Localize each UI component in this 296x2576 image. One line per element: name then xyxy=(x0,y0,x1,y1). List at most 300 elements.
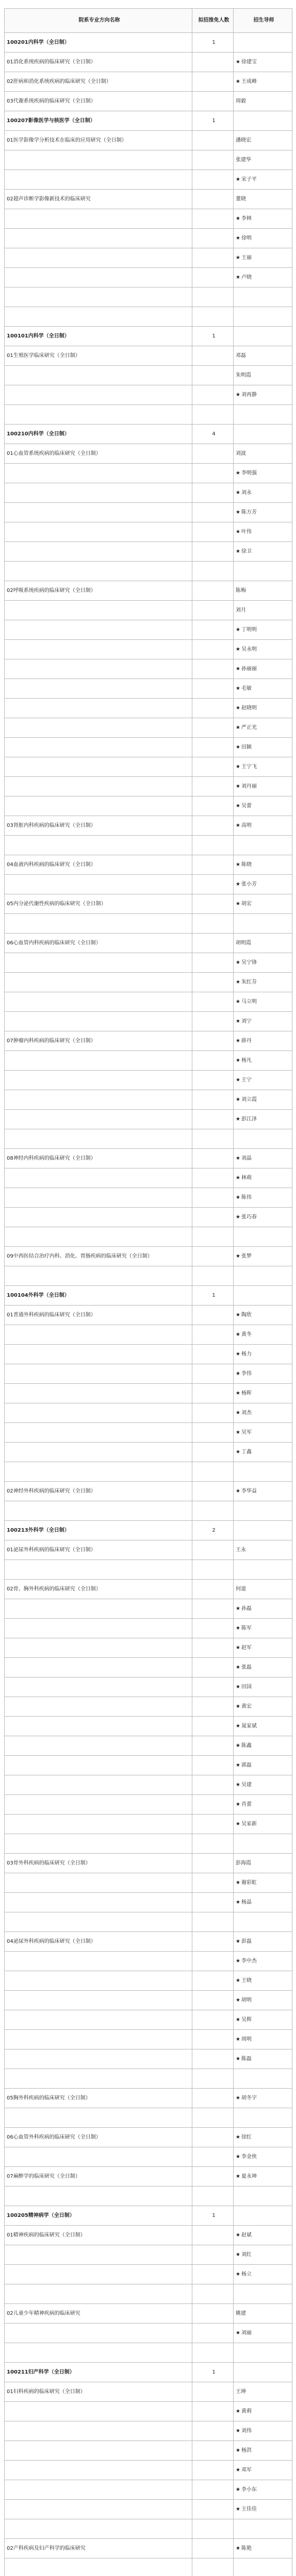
direction-row xyxy=(5,2461,292,2480)
direction-row xyxy=(5,934,292,953)
tutor-cell xyxy=(234,738,292,757)
tutor-name: 邓军 xyxy=(241,2467,252,2473)
tutor-cell xyxy=(234,1677,292,1697)
tutor-name: 陈晓 xyxy=(241,861,252,868)
quota-cell xyxy=(192,1266,234,1286)
quota-cell xyxy=(192,150,234,170)
direction-name-cell: 01医学影像学分析技术在临床的应用研究（全日制） xyxy=(5,131,192,150)
direction-row xyxy=(5,2284,292,2304)
direction-row xyxy=(5,640,292,659)
quota-cell xyxy=(192,2539,234,2558)
tutor-cell xyxy=(234,2539,292,2558)
direction-name-cell xyxy=(5,1736,192,1756)
direction-name-cell xyxy=(5,973,192,992)
tutor-cell xyxy=(234,366,292,385)
star-marker-icon: ★ xyxy=(236,489,240,496)
tutor-cell xyxy=(234,581,292,601)
tutor-name: 邓磊 xyxy=(236,352,246,359)
star-marker-icon: ★ xyxy=(236,1175,240,1181)
quota-cell xyxy=(192,307,234,327)
direction-name-cell xyxy=(5,1560,192,1580)
direction-row xyxy=(5,757,292,777)
tutor-cell xyxy=(234,2519,292,2539)
tutor-name: 王丽 xyxy=(241,255,252,261)
tutor-name: 卢晓 xyxy=(241,274,252,280)
direction-name-cell: 08神经内科疾病的临床研究（全日制） xyxy=(5,1149,192,1168)
tutor-cell xyxy=(234,1423,292,1443)
tutor-name: 刘立霞 xyxy=(241,1096,257,1103)
tutor-cell xyxy=(234,2304,292,2324)
tutor-cell xyxy=(234,1306,292,1325)
direction-name-cell: 01普通外科疾病的临床研究（全日制） xyxy=(5,1306,192,1325)
tutor-name: 朱明霞 xyxy=(236,372,251,378)
quota-cell: 1 xyxy=(192,327,234,346)
direction-row xyxy=(5,1423,292,1443)
tutor-cell xyxy=(234,796,292,816)
direction-row xyxy=(5,1306,292,1325)
direction-row xyxy=(5,444,292,464)
direction-name-cell: 100205精神病学（全日制） xyxy=(5,2206,192,2226)
direction-row xyxy=(5,2265,292,2284)
direction-row xyxy=(5,2049,292,2069)
direction-name-cell xyxy=(5,1619,192,1638)
quota-cell xyxy=(192,679,234,699)
tutor-name: 刘伟 xyxy=(241,2428,252,2434)
tutor-cell xyxy=(234,1208,292,1227)
direction-row xyxy=(5,1580,292,1599)
star-marker-icon: ★ xyxy=(236,2467,240,2473)
tutor-cell xyxy=(234,1051,292,1071)
quota-cell xyxy=(192,562,234,581)
direction-row xyxy=(5,366,292,385)
star-marker-icon: ★ xyxy=(236,1214,240,1220)
direction-name-cell: 03肾脏内科疾病的临床研究（全日制） xyxy=(5,816,192,836)
direction-name-cell: 100210内科学（全日制） xyxy=(5,425,192,444)
star-marker-icon: ★ xyxy=(236,2506,240,2512)
tutor-cell xyxy=(234,522,292,542)
quota-cell xyxy=(192,2421,234,2441)
star-marker-icon: ★ xyxy=(236,2173,240,2179)
quota-cell xyxy=(192,2167,234,2187)
tutor-name: 赵斌 xyxy=(241,2232,252,2238)
star-marker-icon: ★ xyxy=(236,2154,240,2160)
star-marker-icon: ★ xyxy=(236,255,240,261)
star-marker-icon: ★ xyxy=(236,1782,240,1788)
quota-cell xyxy=(192,1834,234,1854)
star-marker-icon: ★ xyxy=(236,1997,240,2003)
tutor-cell xyxy=(234,934,292,953)
quota-cell xyxy=(192,2284,234,2304)
quota-cell xyxy=(192,2441,234,2461)
quota-cell xyxy=(192,2128,234,2147)
department-row xyxy=(5,1521,292,1540)
quota-cell xyxy=(192,1403,234,1423)
tutor-name: 毛敏 xyxy=(241,685,252,691)
tutor-cell xyxy=(234,2324,292,2343)
quota-cell xyxy=(192,1775,234,1795)
direction-row xyxy=(5,229,292,248)
quota-cell xyxy=(192,914,234,934)
direction-name-cell xyxy=(5,2284,192,2304)
tutor-cell xyxy=(234,2421,292,2441)
tutor-cell xyxy=(234,209,292,229)
direction-name-cell xyxy=(5,1090,192,1110)
direction-name-cell: 01消化系统疾病的临床研究（全日制） xyxy=(5,53,192,72)
direction-name-cell xyxy=(5,2245,192,2265)
star-marker-icon: ★ xyxy=(236,1762,240,1768)
quota-cell xyxy=(192,92,234,111)
tutor-cell xyxy=(234,307,292,327)
direction-row xyxy=(5,699,292,718)
direction-row xyxy=(5,2539,292,2558)
direction-name-cell xyxy=(5,914,192,934)
star-marker-icon: ★ xyxy=(236,392,240,398)
tutor-name: 杨力 xyxy=(241,1351,252,1357)
star-marker-icon: ★ xyxy=(236,822,240,828)
star-marker-icon: ★ xyxy=(236,1958,240,1964)
tutor-cell xyxy=(234,1110,292,1129)
tutor-name: 王永 xyxy=(236,1547,246,1553)
quota-cell xyxy=(192,444,234,464)
tutor-name: 李林 xyxy=(241,215,252,222)
tutor-cell xyxy=(234,2284,292,2304)
star-marker-icon: ★ xyxy=(236,959,240,965)
direction-row xyxy=(5,620,292,640)
tutor-cell xyxy=(234,2206,292,2226)
star-marker-icon: ★ xyxy=(236,1390,240,1396)
quota-cell xyxy=(192,1736,234,1756)
tutor-cell xyxy=(234,1227,292,1247)
star-marker-icon: ★ xyxy=(236,1096,240,1103)
direction-row xyxy=(5,1364,292,1384)
direction-name-cell xyxy=(5,1912,192,1932)
star-marker-icon: ★ xyxy=(236,59,240,65)
direction-row xyxy=(5,268,292,287)
direction-name-cell: 100213外科学（全日制） xyxy=(5,1521,192,1540)
tutor-cell xyxy=(234,757,292,777)
direction-name-cell xyxy=(5,522,192,542)
tutor-name: 徐明 xyxy=(241,235,252,241)
tutor-cell xyxy=(234,287,292,307)
direction-name-cell xyxy=(5,777,192,796)
tutor-cell xyxy=(234,542,292,562)
quota-cell xyxy=(192,1952,234,1971)
quota-cell xyxy=(192,170,234,190)
tutor-cell xyxy=(234,1991,292,2010)
tutor-cell xyxy=(234,1521,292,1540)
quota-cell xyxy=(192,248,234,268)
direction-name-cell xyxy=(5,1443,192,1462)
direction-name-cell xyxy=(5,307,192,327)
quota-cell xyxy=(192,640,234,659)
tutor-cell xyxy=(234,2382,292,2402)
direction-row xyxy=(5,1168,292,1188)
star-marker-icon: ★ xyxy=(236,529,240,535)
direction-row xyxy=(5,2519,292,2539)
tutor-cell xyxy=(234,875,292,894)
direction-name-cell: 02产科疾病及妇产科学的临床研究 xyxy=(5,2539,192,2558)
tutor-cell xyxy=(234,1736,292,1756)
tutor-cell xyxy=(234,855,292,875)
quota-cell xyxy=(192,1638,234,1658)
tutor-cell xyxy=(234,1912,292,1932)
quota-cell xyxy=(192,1756,234,1775)
direction-name-cell: 01泌尿外科疾病的临床研究（全日制） xyxy=(5,1540,192,1560)
star-marker-icon: ★ xyxy=(236,1879,240,1886)
star-marker-icon: ★ xyxy=(236,2271,240,2277)
direction-name-cell: 100201内科学（全日制） xyxy=(5,33,192,53)
tutor-cell xyxy=(234,53,292,72)
quota-cell xyxy=(192,2010,234,2030)
star-marker-icon: ★ xyxy=(236,2134,240,2140)
star-marker-icon: ★ xyxy=(236,1116,240,1122)
direction-name-cell xyxy=(5,2049,192,2069)
tutor-cell xyxy=(234,464,292,483)
star-marker-icon: ★ xyxy=(236,881,240,887)
direction-row xyxy=(5,2187,292,2206)
quota-cell xyxy=(192,836,234,855)
direction-name-cell xyxy=(5,953,192,973)
quota-cell xyxy=(192,229,234,248)
direction-name-cell xyxy=(5,2147,192,2167)
direction-name-cell xyxy=(5,1071,192,1090)
direction-row xyxy=(5,170,292,190)
tutor-cell xyxy=(234,2265,292,2284)
direction-row xyxy=(5,53,292,72)
quota-cell xyxy=(192,464,234,483)
tutor-cell xyxy=(234,425,292,444)
direction-row xyxy=(5,1893,292,1912)
direction-row xyxy=(5,1736,292,1756)
direction-row xyxy=(5,1834,292,1854)
direction-name-cell xyxy=(5,1266,192,1286)
tutor-cell xyxy=(234,1168,292,1188)
tutor-name: 王晓 xyxy=(241,1977,252,1984)
direction-row xyxy=(5,1815,292,1834)
tutor-cell xyxy=(234,718,292,738)
direction-row xyxy=(5,2147,292,2167)
tutor-name: 杨凡 xyxy=(241,1057,252,1063)
star-marker-icon: ★ xyxy=(236,2056,240,2062)
tutor-name: 朱红芬 xyxy=(241,979,257,985)
quota-cell xyxy=(192,2402,234,2421)
tutor-cell xyxy=(234,2500,292,2519)
tutor-name: 杨晶 xyxy=(241,1899,252,1905)
tutor-name: 彭磊 xyxy=(241,1938,252,1944)
quota-cell xyxy=(192,503,234,522)
tutor-cell xyxy=(234,914,292,934)
tutor-name: 夏永坤 xyxy=(241,2173,257,2179)
star-marker-icon: ★ xyxy=(236,783,240,789)
direction-name-cell xyxy=(5,699,192,718)
direction-name-cell xyxy=(5,1403,192,1423)
tutor-name: 王坤 xyxy=(236,2388,246,2395)
direction-name-cell xyxy=(5,1168,192,1188)
quota-cell xyxy=(192,268,234,287)
tutor-cell xyxy=(234,836,292,855)
star-marker-icon: ★ xyxy=(236,2016,240,2023)
tutor-cell xyxy=(234,1031,292,1051)
tutor-cell xyxy=(234,444,292,464)
quota-cell xyxy=(192,718,234,738)
direction-row xyxy=(5,1717,292,1736)
direction-name-cell xyxy=(5,2343,192,2363)
star-marker-icon: ★ xyxy=(236,2232,240,2238)
quota-cell: 1 xyxy=(192,33,234,53)
direction-row xyxy=(5,816,292,836)
direction-row xyxy=(5,287,292,307)
tutor-cell xyxy=(234,2402,292,2421)
direction-row xyxy=(5,2108,292,2128)
tutor-cell xyxy=(234,229,292,248)
direction-row xyxy=(5,953,292,973)
direction-name-cell xyxy=(5,1775,192,1795)
direction-row xyxy=(5,72,292,92)
quota-cell xyxy=(192,875,234,894)
direction-row xyxy=(5,2010,292,2030)
quota-cell xyxy=(192,2245,234,2265)
star-marker-icon: ★ xyxy=(236,803,240,809)
tutor-cell xyxy=(234,1286,292,1306)
tutor-cell xyxy=(234,2187,292,2206)
direction-name-cell xyxy=(5,718,192,738)
tutor-cell xyxy=(234,2441,292,2461)
quota-cell xyxy=(192,1560,234,1580)
tutor-name: 谢彩虹 xyxy=(241,1879,257,1886)
direction-row xyxy=(5,150,292,170)
tutor-name: 叶伟 xyxy=(241,529,252,535)
quota-cell xyxy=(192,1110,234,1129)
tutor-name: 严正光 xyxy=(241,724,257,731)
tutor-name: 刘波 xyxy=(236,450,246,456)
tutor-cell xyxy=(234,1364,292,1384)
star-marker-icon: ★ xyxy=(236,2095,240,2101)
quota-cell xyxy=(192,366,234,385)
tutor-cell xyxy=(234,2167,292,2187)
quota-cell xyxy=(192,542,234,562)
quota-cell xyxy=(192,1815,234,1834)
direction-name-cell xyxy=(5,1638,192,1658)
direction-row xyxy=(5,92,292,111)
quota-cell xyxy=(192,1129,234,1149)
star-marker-icon: ★ xyxy=(236,509,240,515)
tutor-cell xyxy=(234,2245,292,2265)
direction-name-cell xyxy=(5,1227,192,1247)
tutor-name: 杨晖 xyxy=(241,1390,252,1396)
direction-row xyxy=(5,1345,292,1364)
star-marker-icon: ★ xyxy=(236,724,240,731)
star-marker-icon: ★ xyxy=(236,685,240,691)
tutor-cell xyxy=(234,385,292,405)
tutor-cell xyxy=(234,992,292,1012)
direction-row xyxy=(5,1873,292,1893)
direction-name-cell xyxy=(5,1462,192,1482)
tutor-cell xyxy=(234,1756,292,1775)
direction-row xyxy=(5,1482,292,1501)
direction-name-cell xyxy=(5,1051,192,1071)
tutor-name: 陈磊 xyxy=(241,2056,252,2062)
direction-row xyxy=(5,1560,292,1580)
direction-name-cell xyxy=(5,2324,192,2343)
direction-name-cell: 02肝病和消化系统疾病的临床研究（全日制） xyxy=(5,72,192,92)
direction-row xyxy=(5,2324,292,2343)
quota-cell xyxy=(192,1482,234,1501)
tutor-name: 陈艳 xyxy=(241,2545,252,2551)
direction-row xyxy=(5,855,292,875)
tutor-cell xyxy=(234,92,292,111)
direction-name-cell: 04泌尿外科疾病的临床研究（全日制） xyxy=(5,1932,192,1952)
quota-cell xyxy=(192,1501,234,1521)
quota-cell xyxy=(192,385,234,405)
quota-cell xyxy=(192,894,234,914)
direction-name-cell xyxy=(5,2030,192,2049)
direction-name-cell xyxy=(5,150,192,170)
direction-name-cell xyxy=(5,796,192,816)
star-marker-icon: ★ xyxy=(236,2251,240,2258)
quota-cell xyxy=(192,287,234,307)
direction-row xyxy=(5,777,292,796)
tutor-name: 高明 xyxy=(241,822,252,828)
tutor-cell xyxy=(234,131,292,150)
star-marker-icon: ★ xyxy=(236,2408,240,2414)
direction-row xyxy=(5,1012,292,1031)
tutor-cell xyxy=(234,894,292,914)
star-marker-icon: ★ xyxy=(236,548,240,554)
star-marker-icon: ★ xyxy=(236,1429,240,1435)
direction-row xyxy=(5,1540,292,1560)
tutor-cell xyxy=(234,562,292,581)
quota-cell xyxy=(192,581,234,601)
tutor-cell xyxy=(234,2030,292,2049)
tutor-cell xyxy=(234,1932,292,1952)
table-body xyxy=(5,33,292,2576)
tutor-cell xyxy=(234,1560,292,1580)
header-direction-name: 院系专业方向名称 xyxy=(5,9,192,33)
quota-cell xyxy=(192,1149,234,1168)
direction-name-cell xyxy=(5,483,192,503)
star-marker-icon: ★ xyxy=(236,1938,240,1944)
quota-cell xyxy=(192,1599,234,1619)
tutor-name: 郭磊 xyxy=(241,1762,252,1768)
tutor-name: 姚建 xyxy=(236,2310,246,2316)
quota-cell xyxy=(192,1795,234,1815)
direction-name-cell xyxy=(5,542,192,562)
quota-cell xyxy=(192,1854,234,1873)
direction-row xyxy=(5,2558,292,2576)
direction-name-cell: 06心血管外科疾病的临床研究（全日制） xyxy=(5,2128,192,2147)
quota-cell xyxy=(192,2187,234,2206)
direction-row xyxy=(5,1619,292,1638)
star-marker-icon: ★ xyxy=(236,1801,240,1807)
direction-name-cell xyxy=(5,679,192,699)
direction-name-cell: 07肿瘤内科疾病的临床研究（全日制） xyxy=(5,1031,192,1051)
tutor-name: 张小芳 xyxy=(241,881,257,887)
quota-cell xyxy=(192,1188,234,1208)
tutor-name: 胡冬宇 xyxy=(241,2095,257,2101)
star-marker-icon: ★ xyxy=(236,2545,240,2551)
quota-cell xyxy=(192,53,234,72)
direction-name-cell xyxy=(5,405,192,425)
direction-row xyxy=(5,601,292,620)
tutor-name: 张巧春 xyxy=(241,1214,257,1220)
tutor-name: 林萌 xyxy=(241,1175,252,1181)
quota-cell xyxy=(192,2265,234,2284)
tutor-cell xyxy=(234,1266,292,1286)
tutor-name: 张磊 xyxy=(241,1664,252,1670)
direction-row xyxy=(5,1501,292,1521)
direction-row xyxy=(5,659,292,679)
direction-row xyxy=(5,718,292,738)
